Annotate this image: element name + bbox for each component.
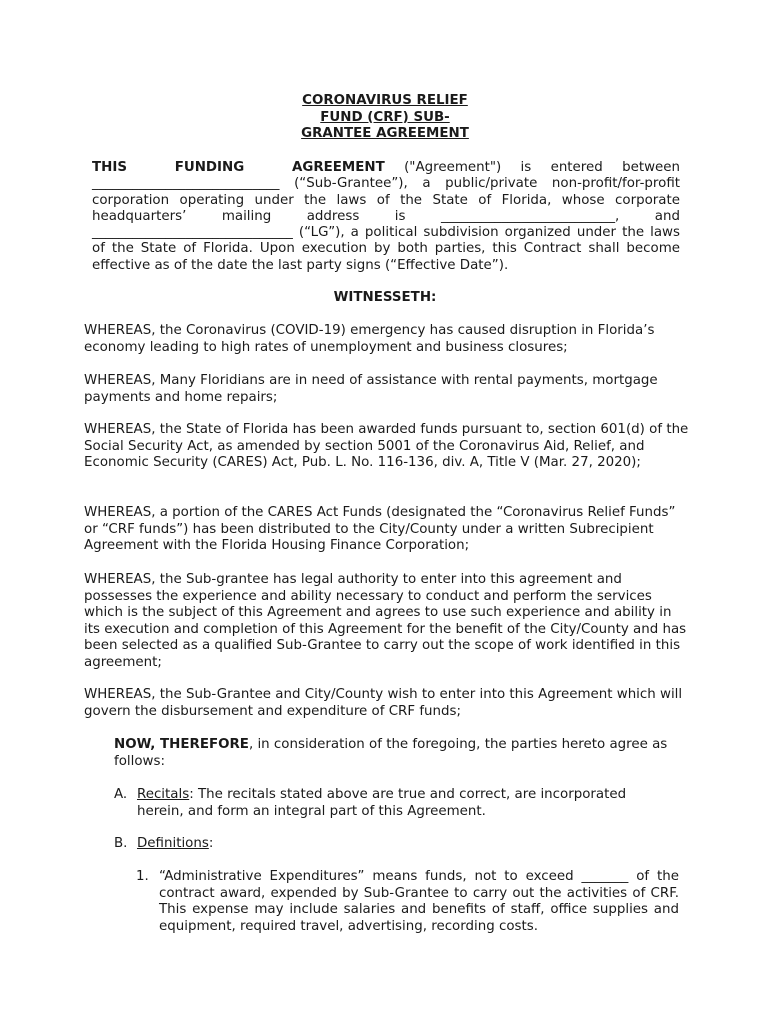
whereas-paragraph-3: WHEREAS, the State of Florida has been awarded funds pursuant to, section 601(d) of the Social Security Act, as amended by section 5001 of the Coronavirus Aid, Relief, and Economic Security (CARES) Act, Pub. L. No. 116-136, div. A, Title V (Mar. 27, 2020); [84, 422, 689, 470]
definition-marker: 1. [136, 869, 149, 884]
whereas-paragraph-5: WHEREAS, the Sub-grantee has legal authority to enter into this agreement and possesses the experience and ability necessary to conduct and perform the services which is the subject of this Agreement and agrees to use such experience and ability in its execution and completion of this Agreement for the benefit of the City/County and has been selected as a qualified Sub-Grantee to carry out the scope of work identified in this agreement; [84, 572, 687, 670]
title-line-1: CORONAVIRUS RELIEF [302, 93, 468, 108]
definition-item-1 [136, 869, 679, 935]
section-heading-recitals: Recitals [137, 787, 190, 802]
section-text-recitals: : The recitals stated above are true and correct, are incorporated herein, and form an integral part of this Agreement. [137, 787, 627, 819]
witnesseth-heading: WITNESSETH: [333, 290, 437, 305]
now-therefore-text: , in consideration of the foregoing, the parties hereto agree as follows: [114, 737, 668, 769]
now-therefore-paragraph [114, 737, 690, 770]
section-text-definitions: : [208, 836, 214, 851]
intro-paragraph [92, 160, 680, 274]
title-line-3: GRANTEE AGREEMENT [301, 126, 469, 141]
section-definitions [114, 836, 659, 853]
document-title [0, 93, 770, 143]
title-line-2: FUND (CRF) SUB- [320, 109, 450, 125]
intro-text: ("Agreement") is entered between ____________________________ (“Sub-Grantee”), a public/private non-profit/for-profit corporation operating under the laws of the State of Florida, whose corporate headquarters’ mailing address is __________________________, and ______________________________ (“LG”), a political subdivision organized under the laws of the State of Florida. Upon execution by both parties, this Contract shall become effective as of the date the last party signs (“Effective Date”). [92, 160, 680, 273]
section-recitals [114, 787, 659, 820]
whereas-paragraph-6: WHEREAS, the Sub-Grantee and City/County wish to enter into this Agreement which will govern the disbursement and expenditure of CRF funds; [84, 687, 683, 719]
whereas-paragraph-4: WHEREAS, a portion of the CARES Act Funds (designated the “Coronavirus Relief Funds” or “CRF funds”) has been distributed to the City/County under a written Subrecipient Agreement with the Florida Housing Finance Corporation; [84, 505, 676, 553]
section-marker: A. [114, 787, 128, 802]
definition-text: “Administrative Expenditures” means funds, not to exceed _______ of the contract award, expended by Sub-Grantee to carry out the activities of CRF. This expense may include salaries and benefits of staff, office supplies and equipment, required travel, advertising, recording costs. [159, 869, 679, 934]
section-marker: B. [114, 836, 128, 851]
intro-bold-lead: THIS FUNDING AGREEMENT [92, 160, 385, 175]
whereas-paragraph-1: WHEREAS, the Coronavirus (COVID-19) emergency has caused disruption in Florida’s economy leading to high rates of unemployment and business closures; [84, 323, 655, 355]
section-heading-definitions: Definitions [137, 836, 209, 851]
whereas-paragraph-2: WHEREAS, Many Floridians are in need of assistance with rental payments, mortgage payments and home repairs; [84, 373, 658, 405]
now-therefore-bold-lead: NOW, THEREFORE [114, 737, 249, 752]
